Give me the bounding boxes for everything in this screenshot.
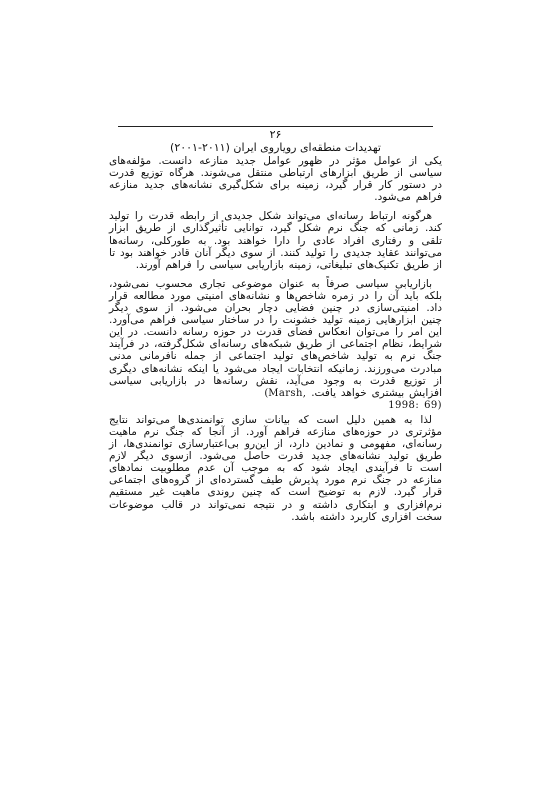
paragraph-3-text: بازاریابی سیاسی صرفاً به عنوان موضوعی تجاری محسوب نمی‌شود، بلکه باید آن را در زمره شاخص‌ها و نشانه‌های امنیتی مورد مطالعه قرار داد. امنیتی‌سازی در چنین فضایی دچار بحران می‌شود. از سوی دیگر چنین ابزارهایی زمینه تولید خشونت را در ساختار سیاسی فراهم می‌آورد. این امر را می‌توان انعکاس فضای قدرت در حوزه رسانه دانست. در این شرایط، نظام اجتماعی از طریق شبکه‌های رسانه‌ای شکل‌گرفته، در فرآیند جنگ نرم به تولید شاخص‌های تولید اجتماعی از جمله نافرمانی مدنی مبادرت می‌ورزند. زمانیکه انتخابات ایجاد می‌شود یا اینکه نشانه‌های دیگری از توزیع قدرت به وجود می‌آید، نقش رسانه‌ها در بازاریابی سیاسی افزایش بیشتری خواهد یافت. [109, 277, 442, 399]
page-header [118, 125, 433, 154]
paragraph-4: لذا به همین دلیل است که بیانات سازی توانمندی‌ها می‌تواند نتایج مؤثرتری در حوزه‌های منازعه فراهم آورد. از آنجا که جنگ نرم ماهیت رسانه‌ای، مفهومی و نمادین دارد، از این‌رو بی‌اعتبارسازی توانمندی‌ها، از طریق تولید نشانه‌های جدید قدرت حاصل می‌شود. ازسوی دیگر لازم است تا فرآیندی ایجاد شود که به موجب آن عدم مطلوبیت نمادهای منازعه در جنگ نرم مورد پذیرش طیف گسترده‌ای از گروه‌های اجتماعی قرار گیرد. لازم به توضیح است که چنین روندی ماهیت غیر مستقیم نرم‌افزاری و ابتکاری داشته و در نتیجه نمی‌تواند در قالب موضوعات سخت افزاری کاربرد داشته باشد. [109, 413, 442, 523]
paragraph-2: هرگونه ارتباط رسانه‌ای می‌تواند شکل جدیدی از رابطه قدرت را تولید کند. زمانی که جنگ نرم شکل گیرد، توانایی تأثیرگذاری از طریق ابزار تلقی و رفتاری افراد عادی را دارا خواهند بود. به طورکلی، رسانه‌ها می‌توانند عقاید جدیدی را تولید کنند. از سوی دیگر آنان قادر خواهند بود تا از طریق تکنیک‌های تبلیغاتی، زمینه بازاریابی سیاسی را فراهم آورند. [109, 210, 442, 271]
page-number: ۲۶ [269, 128, 282, 141]
citation-open: (Marsh, [264, 387, 307, 399]
paragraph-3 [109, 278, 442, 400]
paragraph-1: یکی از عوامل مؤثر در ظهور عوامل جدید منازعه دانست. مؤلفه‌های سیاسی از طریق ابزارهای ارتباطی منتقل می‌شوند. هرگاه توزیع قدرت در دستور کار قرار گیرد، زمینه برای شکل‌گیری نشانه‌های جدید منازعه فراهم می‌شود. [109, 155, 442, 204]
citation-close: 1998: 69) [388, 399, 442, 411]
running-title: تهدیدات منطقه‌ای رویاروی ایران (۲۰۱۱-۲۰۰۱) [170, 141, 381, 154]
body-text [109, 155, 442, 530]
